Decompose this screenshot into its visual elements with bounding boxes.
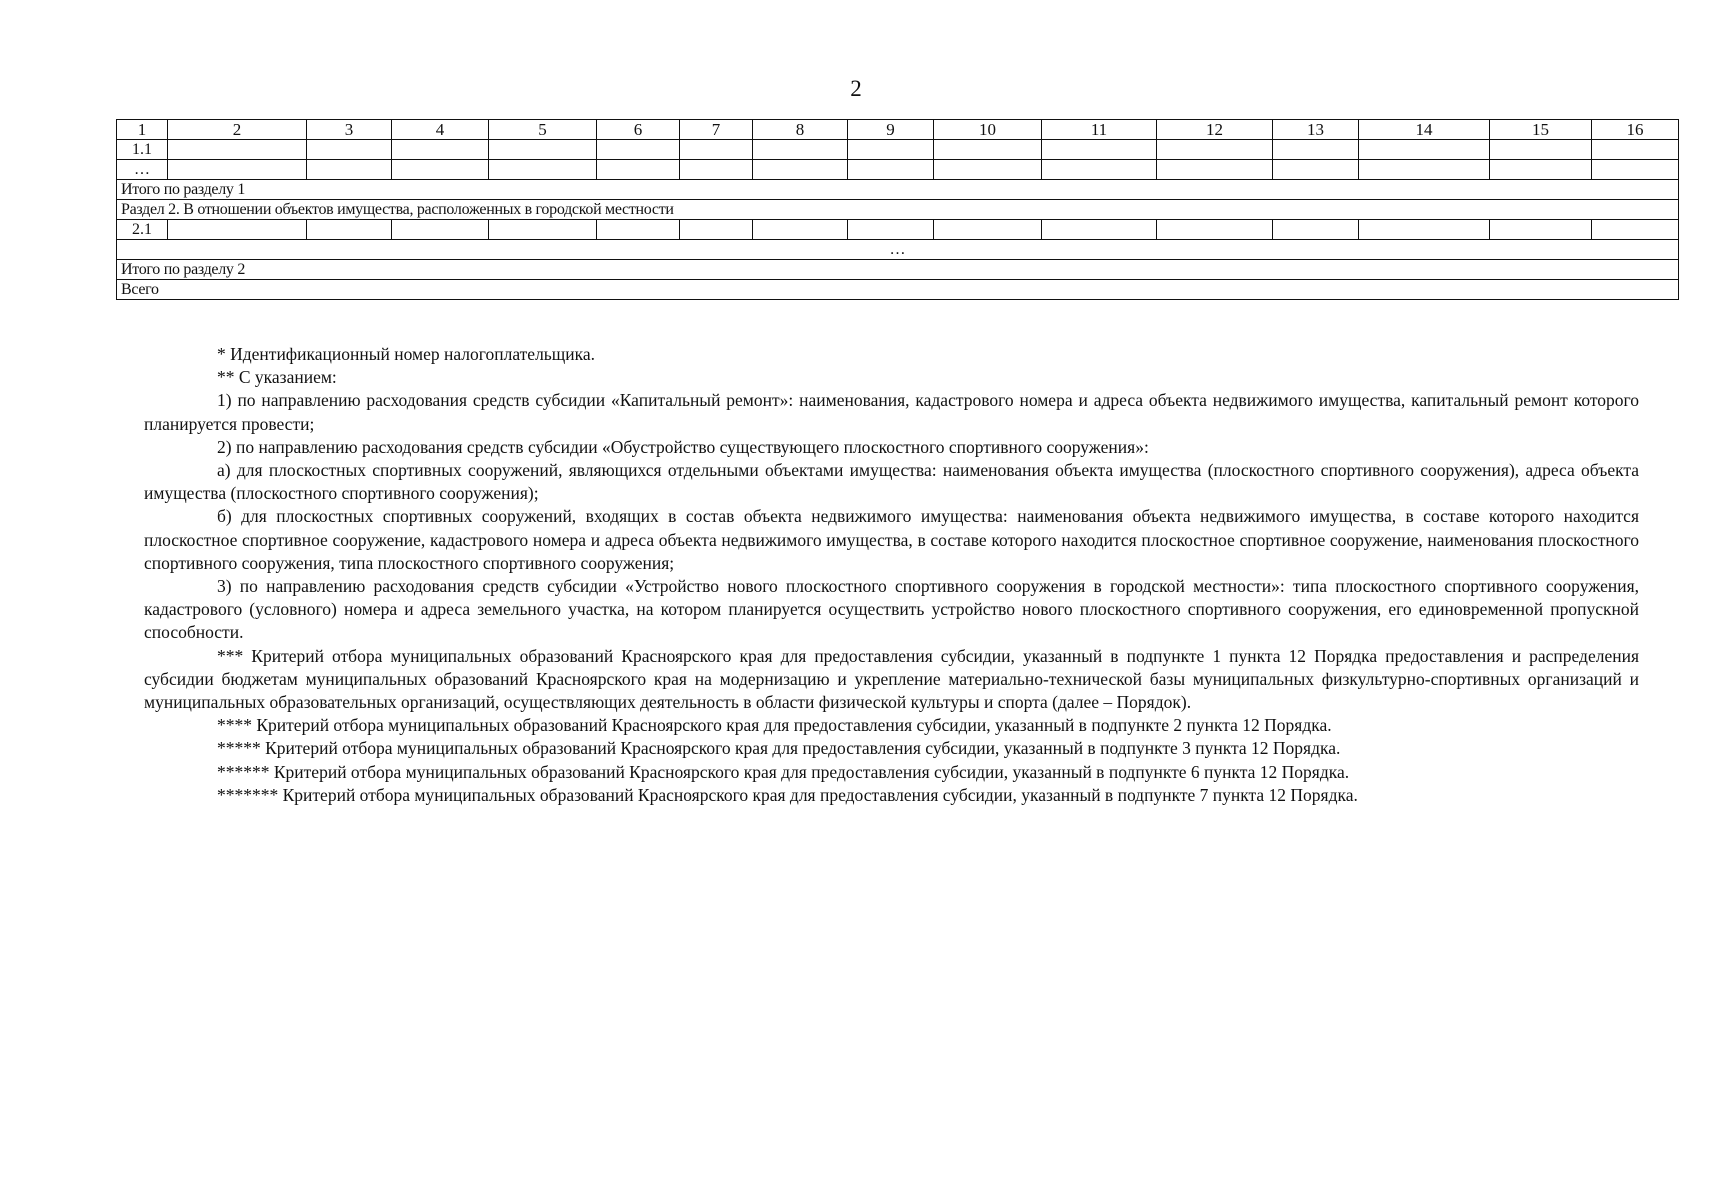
column-header: 6: [597, 120, 680, 140]
empty-cell: [489, 160, 597, 180]
column-header: 4: [392, 120, 489, 140]
empty-cell: [392, 140, 489, 160]
empty-cell: [307, 220, 392, 240]
grand-total-row: [117, 280, 1679, 300]
footnote-inn: * Идентификационный номер налогоплательщика.: [217, 344, 596, 364]
empty-cell: [1157, 160, 1273, 180]
section-total-row: [117, 180, 1679, 200]
empty-cell: [934, 220, 1042, 240]
empty-cell: [1273, 220, 1359, 240]
empty-cell: [1592, 140, 1679, 160]
footnote-criterion-2: **** Критерий отбора муниципальных образований Красноярского края для предоставления субсидии, указанный в подпункте 2 пункта 12 Порядка.: [217, 715, 1332, 736]
column-header: 2: [168, 120, 307, 140]
table-row: [117, 220, 1679, 240]
empty-cell: [1157, 140, 1273, 160]
empty-cell: [392, 220, 489, 240]
footnote-specification: ** С указанием:: [217, 367, 337, 388]
footnote-subitem-b: б) для плоскостных спортивных сооружений, входящих в состав объекта недвижимого имущества: наименования объекта недвижимого имущества, в составе которого находится плоскостное спортивное сооружение, кадастрового номера и адреса объекта недвижимого имущества, в составе которого находится плоскостное спортивное сооружение, наименования плоскостного спортивного сооружения, типа плоскостного спортивного сооружения;: [144, 506, 1639, 573]
column-header: 13: [1273, 120, 1359, 140]
empty-cell: [680, 220, 753, 240]
summary-table: [116, 119, 1679, 300]
empty-cell: [1490, 160, 1592, 180]
empty-cell: [1042, 160, 1157, 180]
empty-cell: [168, 140, 307, 160]
column-header: 10: [934, 120, 1042, 140]
section-total-row: [117, 260, 1679, 280]
table-row: [117, 160, 1679, 180]
empty-cell: [168, 220, 307, 240]
empty-cell: [680, 140, 753, 160]
section1-total-label: Итого по разделу 1: [117, 180, 1679, 200]
empty-cell: [680, 160, 753, 180]
empty-cell: [597, 220, 680, 240]
column-number-row: [117, 120, 1679, 140]
empty-cell: [1359, 140, 1490, 160]
column-header: 16: [1592, 120, 1679, 140]
empty-cell: [489, 140, 597, 160]
empty-cell: [1490, 140, 1592, 160]
footnote-item-capital-repair: 1) по направлению расходования средств субсидии «Капитальный ремонт»: наименования, кадастрового номера и адреса объекта недвижимого имущества, капитальный ремонт которого планируется провести;: [144, 390, 1639, 434]
column-header: 3: [307, 120, 392, 140]
empty-cell: [934, 160, 1042, 180]
section2-total-label: Итого по разделу 2: [117, 260, 1679, 280]
empty-cell: [307, 140, 392, 160]
empty-cell: [934, 140, 1042, 160]
table-row: [117, 140, 1679, 160]
table-row: [117, 240, 1679, 260]
empty-cell: [1359, 220, 1490, 240]
empty-cell: [848, 140, 934, 160]
empty-cell: [168, 160, 307, 180]
row-ellipsis: …: [117, 160, 168, 180]
empty-cell: [753, 160, 848, 180]
section-heading-row: [117, 200, 1679, 220]
empty-cell: [1490, 220, 1592, 240]
column-header: 9: [848, 120, 934, 140]
column-header: 14: [1359, 120, 1490, 140]
empty-cell: [392, 160, 489, 180]
footnote-subitem-a: а) для плоскостных спортивных сооружений, являющихся отдельными объектами имущества: наименования объекта имущества (плоскостного спортивного сооружения), адреса объекта имущества (плоскостного спортивного сооружения);: [144, 460, 1639, 504]
empty-cell: [1359, 160, 1490, 180]
column-header: 1: [117, 120, 168, 140]
section2-heading: Раздел 2. В отношении объектов имущества, расположенных в городской местности: [117, 200, 1679, 220]
empty-cell: [1042, 140, 1157, 160]
empty-cell: [1042, 220, 1157, 240]
column-header: 15: [1490, 120, 1592, 140]
grand-total-label: Всего: [117, 280, 1679, 300]
empty-cell: [597, 160, 680, 180]
footnote-criterion-1: *** Критерий отбора муниципальных образований Красноярского края для предоставления субсидии, указанный в подпункте 1 пункта 12 Порядка предоставления и распределения субсидии бюджетам муниципальных образований Красноярского края на модернизацию и укрепление материально-технической базы муниципальных физкультурно-спортивных организаций и муниципальных образовательных организаций, осуществляющих деятельность в области физической культуры и спорта (далее – Порядок).: [144, 645, 1639, 713]
empty-cell: [1592, 160, 1679, 180]
row-number: 1.1: [117, 140, 168, 160]
empty-cell: [1157, 220, 1273, 240]
empty-cell: [848, 220, 934, 240]
column-header: 11: [1042, 120, 1157, 140]
footnote-criterion-3: ***** Критерий отбора муниципальных образований Красноярского края для предоставления субсидии, указанный в подпункте 3 пункта 12 Порядка.: [217, 738, 1341, 759]
footnote-item-new-construction: 3) по направлению расходования средств субсидии «Устройство нового плоскостного спортивного сооружения в городской местности»: типа плоскостного спортивного сооружения, кадастрового (условного) номера и адреса земельного участка, на котором планируется осуществить устройство нового плоскостного спортивного сооружения, его единовременной пропускной способности.: [144, 576, 1639, 643]
column-header: 8: [753, 120, 848, 140]
page-number: 2: [850, 76, 862, 101]
empty-cell: [489, 220, 597, 240]
empty-cell: [753, 220, 848, 240]
footnotes: [144, 343, 1639, 807]
empty-cell: [597, 140, 680, 160]
empty-cell: [1592, 220, 1679, 240]
empty-cell: [848, 160, 934, 180]
footnote-criterion-6: ****** Критерий отбора муниципальных образований Красноярского края для предоставления субсидии, указанный в подпункте 6 пункта 12 Порядка.: [217, 761, 1350, 782]
empty-cell: [1273, 160, 1359, 180]
empty-cell: [307, 160, 392, 180]
column-header: 12: [1157, 120, 1273, 140]
empty-cell: [1273, 140, 1359, 160]
row-number: 2.1: [117, 220, 168, 240]
column-header: 7: [680, 120, 753, 140]
empty-cell: [753, 140, 848, 160]
footnote-item-arrangement: 2) по направлению расходования средств субсидии «Обустройство существующего плоскостного спортивного сооружения»:: [217, 436, 1149, 457]
section2-ellipsis: …: [117, 240, 1679, 260]
column-header: 5: [489, 120, 597, 140]
footnote-criterion-7: ******* Критерий отбора муниципальных образований Красноярского края для предоставления субсидии, указанный в подпункте 7 пункта 12 Порядка.: [217, 784, 1358, 805]
